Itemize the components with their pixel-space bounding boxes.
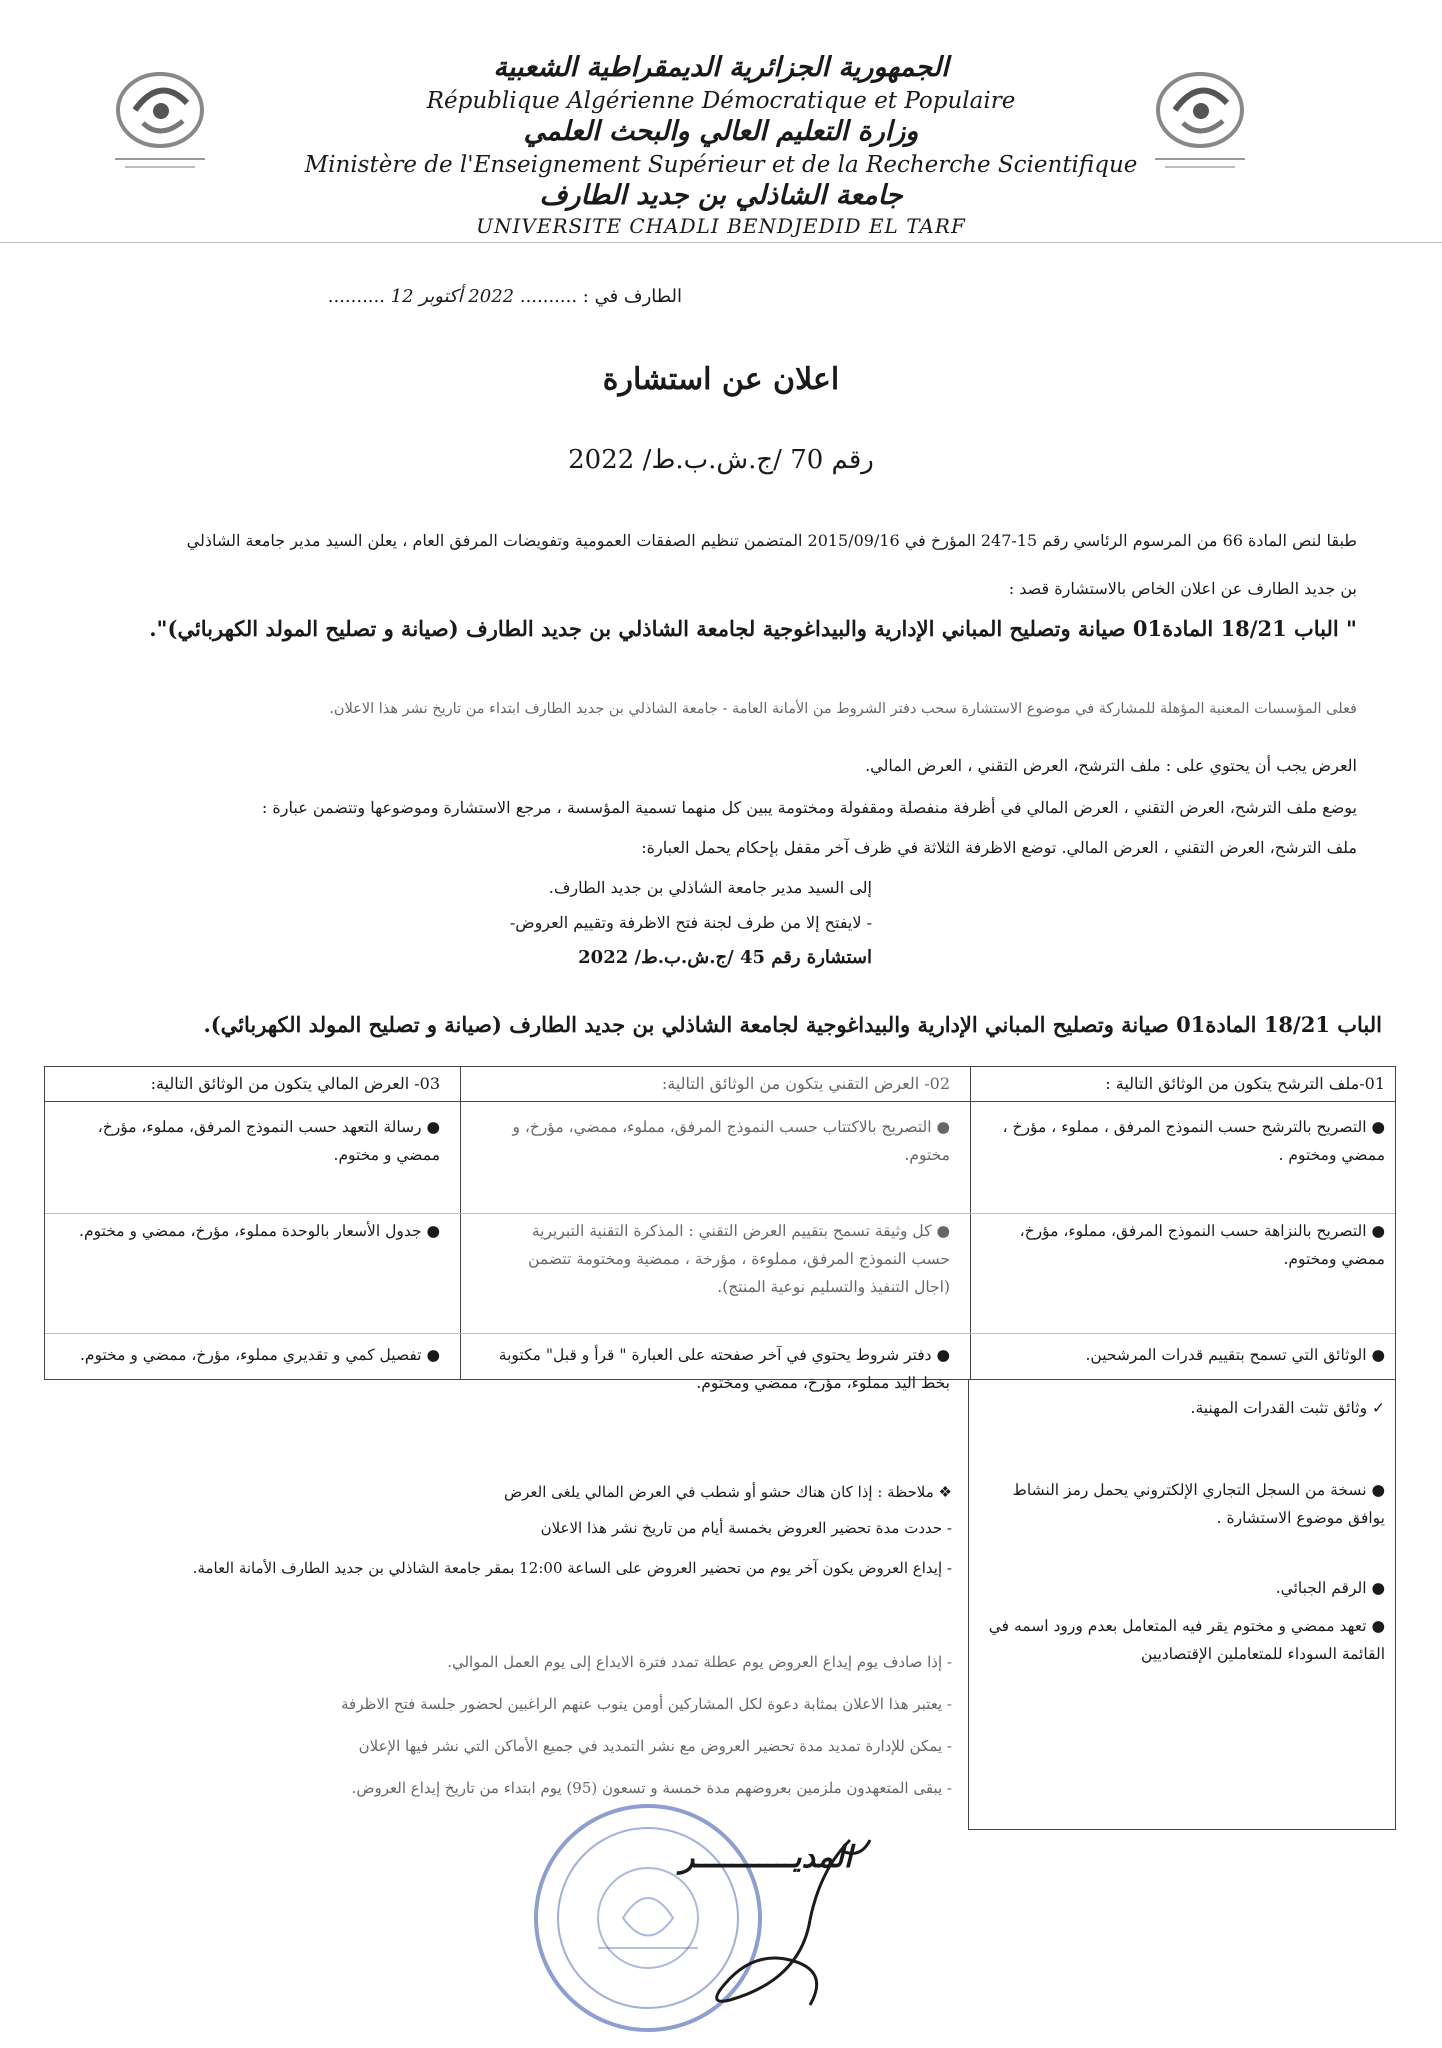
envelopes-line-4: - لايفتح إلا من طرف لجنة فتح الاظرفة وتقييم العروض-: [509, 913, 872, 932]
col1-extra-2: ● الرقم الجبائي.: [1275, 1579, 1385, 1597]
col1-item-2: ● التصريح بالنزاهة حسب النموذج المرفق، مملوء، مؤرخ، ممضي ومختوم.: [1019, 1222, 1385, 1268]
date-value: 2022 أكتوبر 12: [390, 286, 515, 307]
header-divider: [0, 242, 1442, 243]
col1-item-1: ● التصريح بالترشح حسب النموذج المرفق ، مملوء ، مؤرخ ، ممضي ومختوم .: [1002, 1118, 1385, 1164]
date-label: الطارف في :: [582, 286, 682, 307]
header-ministry-fr: Ministère de l'Enseignement Supérieur et de la Recherche Scientifique: [304, 152, 1138, 178]
col1-extra-1: ● نسخة من السجل التجاري الإلكتروني يحمل رمز النشاط يوافق موضوع الاستشارة .: [1012, 1481, 1385, 1527]
intro-line-2: بن جديد الطارف عن اعلان الخاص بالاستشارة قصد :: [1008, 579, 1357, 598]
col2-item-1: ● التصريح بالاكتتاب حسب النموذج المرفق، مملوء، ممضي، مؤرخ، و مختوم.: [512, 1118, 950, 1164]
page-title: اعلان عن استشارة: [602, 362, 840, 397]
date-line: الطارف في : .......... 2022 أكتوبر 12 ..........: [327, 286, 682, 307]
subject-line-2: الباب 18/21 المادة01 صيانة وتصليح المباني الإدارية والبيداغوجية لجامعة الشاذلي بن جديد الطارف (صيانة و تصليح المولد الكهربائي).: [203, 1012, 1382, 1037]
col3-item-2: ● جدول الأسعار بالوحدة مملوء، مؤرخ، ممضي و مختوم.: [79, 1222, 440, 1240]
note-item-4: - يعتبر هذا الاعلان بمثابة دعوة لكل المشاركين أومن ينوب عنهم الراغبين لحضور جلسة فتح الاظرفة: [341, 1695, 952, 1713]
header-ministry-ar: وزارة التعليم العالي والبحث العلمي: [523, 116, 919, 147]
col3-header: 03- العرض المالي يتكون من الوثائق التالية:: [150, 1074, 440, 1093]
note-item-5: - يمكن للإدارة تمديد مدة تحضير العروض مع نشر التمديد في جميع الأماكن التي نشر فيها الإعلان: [358, 1737, 952, 1755]
col2-item-2: ● كل وثيقة تسمح بتقييم العرض التقني : المذكرة التقنية التبريرية حسب النموذج المرفق، مملوءة ، مؤرخة ، ممضية ومختومة تتضمن (اجال التنفيذ والتسليم نوعية المنتج).: [528, 1222, 950, 1296]
subject-line: " الباب 18/21 المادة01 صيانة وتصليح المباني الإدارية والبيداغوجية لجامعة الشاذلي بن جديد الطارف (صيانة و تصليح المولد الكهربائي)".: [149, 616, 1357, 641]
envelopes-line-3: إلى السيد مدير جامعة الشاذلي بن جديد الطارف.: [548, 878, 872, 897]
note-item-2: - إيداع العروض يكون آخر يوم من تحضير العروض على الساعة 12:00 بمقر جامعة الشاذلي بن جديد الطارف الأمانة العامة.: [192, 1559, 952, 1577]
envelopes-line-1: يوضع ملف الترشح، العرض التقني ، العرض المالي في أظرفة منفصلة ومقفولة ومختومة يبين كل منهما تسمية المؤسسة ، مرجع الاستشارة وموضوعها وتتضمن عبارة :: [261, 798, 1357, 817]
col1-header: 01-ملف الترشح يتكون من الوثائق التالية :: [1105, 1074, 1385, 1093]
offer-contains: العرض يجب أن يحتوي على : ملف الترشح، العرض التقني ، العرض المالي.: [865, 756, 1357, 775]
col1-item-3: ● الوثائق التي تسمح بتقييم قدرات المرشحين.: [1085, 1346, 1385, 1364]
intro-line-1: طبقا لنص المادة 66 من المرسوم الرئاسي رقم 15-247 المؤرخ في 2015/09/16 المتضمن تنظيم الصفقات العمومية وتفويضات المرفق العام ، يعلن السيد مدير جامعة الشاذلي: [186, 531, 1357, 550]
col1-extra-3: ● تعهد ممضي و مختوم يقر فيه المتعامل بعدم ورود اسمه في القائمة السوداء للمتعاملين الإقتصاديين: [988, 1617, 1385, 1663]
col1-check-item: ✓ وثائق تثبت القدرات المهنية.: [1190, 1399, 1385, 1417]
header-university-fr: UNIVERSITE CHADLI BENDJEDID EL TARF: [476, 214, 966, 238]
col2-header: 02- العرض التقني يتكون من الوثائق التالية:: [661, 1074, 950, 1093]
invite-line: فعلى المؤسسات المعنية المؤهلة للمشاركة في موضوع الاستشارة سحب دفتر الشروط من الأمانة العامة - جامعة الشاذلي بن جديد الطارف ابتداء من تاريخ نشر هذا الاعلان.: [329, 701, 1357, 717]
header-republic-ar: الجمهورية الجزائرية الديمقراطية الشعبية: [493, 52, 949, 83]
candidacy-extra-box: [968, 1380, 1396, 1830]
col2-item-3: ● دفتر شروط يحتوي في آخر صفحته على العبارة " قرأ و قبل" مكتوبة بخط اليد مملوء، مؤرخ، ممضي ومختوم.: [498, 1346, 950, 1392]
note-item-3: - إذا صادف يوم إيداع العروض يوم عطلة تمدد فترة الايداع إلى يوم العمل الموالي.: [447, 1653, 952, 1671]
envelopes-line-2: ملف الترشح، العرض التقني ، العرض المالي. توضع الاظرفة الثلاثة في ظرف آخر مقفل بإحكام يحمل العبارة:: [641, 838, 1357, 857]
director-title: المديـــــــــــر: [680, 1840, 853, 1875]
notes-head: ❖ ملاحظة : إذا كان هناك حشو أو شطب في العرض المالي يلغى العرض: [504, 1483, 952, 1501]
header-republic-fr: République Algérienne Démocratique et Populaire: [426, 88, 1016, 114]
note-item-6: - يبقى المتعهدون ملزمين بعروضهم مدة خمسة و تسعون (95) يوم ابتداء من تاريخ إيداع العروض.: [351, 1779, 952, 1797]
note-item-1: - حددت مدة تحضير العروض بخمسة أيام من تاريخ نشر هذا الاعلان: [540, 1519, 952, 1537]
col3-item-3: ● تفصيل كمي و تقديري مملوء، مؤرخ، ممضي و مختوم.: [79, 1346, 440, 1364]
documents-table: [44, 1066, 1396, 1392]
header-university-ar: جامعة الشاذلي بن جديد الطارف: [539, 180, 903, 211]
col3-item-1: ● رسالة التعهد حسب النموذج المرفق، مملوء، مؤرخ، ممضي و مختوم.: [97, 1118, 440, 1164]
director-signature: [690, 1830, 890, 2020]
envelopes-line-5: استشارة رقم 45 /ج.ش.ب.ط/ 2022: [578, 947, 872, 968]
reference-number: رقم 70 /ج.ش.ب.ط/ 2022: [568, 445, 874, 475]
